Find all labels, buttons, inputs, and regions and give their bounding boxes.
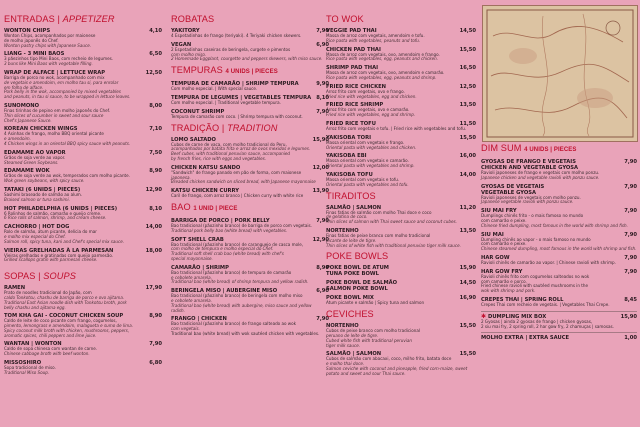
item-name-en: CHICKEN AND VEGETABLE GYOSA [481, 165, 579, 171]
column-appetizers-soups [4, 14, 162, 379]
menu-item [4, 248, 162, 264]
item-description: Massa de arroz com vegetais, ovo, amendoim e camarão. [326, 70, 445, 76]
item-name: CHICKEN KATSU SANDO [171, 164, 241, 171]
menu-item [326, 205, 476, 225]
menu-item [326, 295, 476, 306]
item-name: EDAMAME AO VAPOR [4, 149, 66, 156]
item-name-en: SALMON POKE BOWL [326, 286, 388, 293]
item-description: de gelatina de coco. [326, 214, 368, 220]
item-name: FRIED RICE TOFU [326, 120, 376, 127]
item-description: Arroz frito com vegetais e tofu. | Fried rice with vegetables and tofu. [326, 125, 467, 131]
column-dimsum [481, 143, 637, 344]
item-name: POKE BOWL DE ATUM [326, 265, 389, 272]
item-price: 13,90 [312, 188, 329, 195]
menu-item [326, 47, 476, 63]
item-description: Crepes Thai com recheio de vegetais. | Vegetables Thai Crepe. [481, 301, 610, 307]
item-description: Rice pasta with vegetables, egg, peanuts and shrimp. [326, 74, 437, 80]
item-price: 7,90 [624, 254, 637, 261]
item-description: Cubos de peixe branco com molho tradicional [326, 328, 420, 334]
item-name: VIEIRAS GRELHADAS À LA PARMESAN [4, 247, 114, 254]
item-description: Oriental pasta with vegetables and chicken. [326, 144, 417, 150]
item-description: Bao tradicional (pãozinho branco) de barriga de porco com vegetais. [171, 222, 312, 228]
item-price: 15,50 [459, 323, 476, 330]
section-title-tiraditos: TIRADITOS [326, 190, 376, 201]
item-description: Caldo de sopa chinesa com wantan de carne. [4, 346, 98, 352]
item-description: Finas fatias de salmão com molho Thai doce e coco [326, 209, 432, 215]
menu-item-extra-sauce: MOLHO EXTRA | EXTRA SAUCE 1,00 [481, 335, 637, 342]
item-price: 12,50 [459, 83, 476, 90]
menu-item [171, 165, 329, 185]
item-description: Japanese vegetable ravioli with ponzu sauce. [481, 199, 574, 205]
item-price: 8,10 [316, 94, 329, 101]
item-price: 12,50 [145, 69, 162, 76]
item-price: 8,90 [149, 313, 162, 320]
item-description: Caldo de leite de coco picante com frango, cogumelos, [4, 318, 117, 324]
menu-item [481, 159, 637, 181]
item-price: 12,90 [145, 186, 162, 193]
item-description: Com molho especial. | With special sauce. [171, 86, 258, 92]
item-description: com molho miso. [171, 51, 207, 57]
menu-item [4, 168, 162, 184]
item-description: e molho thai doce. [326, 361, 365, 367]
item-description: "Sandwich" de frango panado em pão de forma, com maionese [171, 169, 302, 175]
item-price: 13,50 [459, 102, 476, 109]
item-description: Arroz frito com vegetais, ovo e camarão. [326, 107, 410, 113]
item-description: Wok green soybeans, with spicy sauce. [4, 178, 85, 184]
item-description: Traditional pork belly bao (white bread) with vegetables. [171, 227, 288, 233]
item-price: 7,90 [316, 108, 329, 115]
section-title-sopas: SOPAS | SOUPS [4, 271, 76, 282]
item-description: acompanhados por batata frita e arroz de ovos mexidos e legumes. [171, 146, 311, 152]
item-description: Bao tradicional (pãozinho branco) de frango salteado ao wok [171, 321, 297, 327]
item-description: Finas tirinhas de pepino em molho japonês do Chef. [4, 107, 111, 113]
menu-item [326, 135, 476, 151]
item-description: aromatic spices, chili peppers and lime juice. [4, 332, 97, 338]
item-description: 4 Asinhas de frango, molho BBQ oriental picante [4, 131, 104, 137]
item-description: Oriental pasta with vegetables and tofu. [326, 181, 409, 187]
item-price: 14,00 [145, 224, 162, 231]
item-description: 3 pãezinhos tipo Mini Baos, com recheio de legumes. [4, 56, 114, 62]
item-description: Arroz frito com vegetais, ovo e frango. [326, 88, 405, 94]
item-description: japonesa. [171, 174, 191, 180]
menu-item [171, 42, 329, 62]
item-description: 4 Chicken wings in an oriental BBQ spicy sauce with peanuts. [4, 140, 131, 146]
menu-item-platter: ✱ DUMPLING MIX BOX 15,90 2 Gyosas | ainda 2 gyosas de frango | chicken gyosas, 2 siu mai fry, 2 spring roll, 2 har gow fry, 2 chamuças | samosas. [481, 312, 637, 329]
item-description: com molho de tempura e molho especial do Chef. [171, 246, 274, 252]
item-name: LOMO SALTADO [171, 136, 216, 143]
item-price: 15,50 [459, 351, 476, 358]
item-price: 7,90 [624, 231, 637, 238]
item-description: 2 Homemade Eggplant, courgette and peppers skewers, with miso sauce. [171, 56, 323, 62]
item-price: 15,90 [459, 265, 476, 272]
menu-item [481, 255, 637, 266]
menu-item [4, 150, 162, 166]
item-price: 9,90 [316, 81, 329, 88]
item-name: HAR GOW [481, 254, 510, 261]
item-description: Grilled scallops gratin with parmesan cheese. [4, 257, 98, 263]
menu-item [171, 188, 329, 199]
item-price: 8,45 [624, 296, 637, 303]
item-description: Caril de frango, com arroz branco | Chicken curry with white rice [171, 193, 304, 199]
menu-item [326, 172, 476, 188]
item-name: FRANGO | CHICKEN [171, 316, 227, 323]
section-title-tempuras: TEMPURAS 4 UNIDS | PIECES [171, 65, 278, 76]
item-name: VEGGIE PAD THAI [326, 28, 377, 34]
item-description: by french fries, rice with eggs and vegetables. [171, 155, 267, 161]
item-description: radish. [171, 307, 185, 313]
menu-item [4, 187, 162, 203]
item-description: potato and sweet and sour Thai sauce. [326, 370, 406, 376]
item-description: Salmon roll, spicy tuna, kani and Chef's special mix sauce. [4, 238, 125, 244]
item-description: 3 buns like Mini Baos with vegetable filling. [4, 61, 93, 67]
menu-item [326, 351, 476, 376]
item-price: 16,00 [459, 153, 476, 160]
item-description: and peanuts, in tau si sauce, to be wrapped in lettuce leaves. [4, 94, 131, 100]
item-name: SIU MAI FRY [481, 208, 517, 215]
item-description: Sopa tradicional de miso. [4, 365, 56, 371]
item-description: de vegetais e amendoim, em molho tau si, para enrolar [4, 79, 119, 85]
item-description: Traditional soft shell crab bao (white bread) with chef's [171, 251, 284, 257]
menu-item [4, 206, 162, 222]
item-price: 14,00 [459, 171, 476, 178]
item-name-en: TUNA POKE BOWL [326, 271, 379, 278]
item-name-en: VEGETABLE GYOSA [481, 189, 536, 196]
item-description: em folha de alface. [4, 84, 44, 90]
item-price: 15,90 [312, 136, 329, 143]
item-price: 18,00 [145, 247, 162, 254]
item-price: 13,50 [459, 227, 476, 234]
menu-item [481, 269, 637, 294]
item-price: 16,50 [459, 65, 476, 72]
menu-item [326, 84, 476, 100]
item-price: 7,90 [316, 28, 329, 34]
item-name: TOM KHA GAI - COCONUT CHICKEN SOUP [4, 313, 124, 320]
item-description: Massa oriental com vegetais e tofu. [326, 176, 400, 182]
menu-item [4, 28, 162, 48]
item-name: TATAKI (6 UNIDS | PIECES) [4, 186, 81, 193]
item-description: Wonton pastry chips with Japanese Sauce. [4, 42, 92, 48]
menu-item [171, 81, 329, 92]
item-name: SHRIMP PAD THAI [326, 65, 379, 72]
item-name: YAKISOBA TORI [326, 134, 372, 141]
item-description: Traditional bao (white bread) of shrimp tempura and yellow radish. [171, 279, 309, 285]
item-price: 6,50 [149, 51, 162, 58]
item-description: Braised salmon or tuna sashimi. [4, 196, 70, 202]
item-name: CHICKEN PAD THAI [326, 46, 381, 53]
item-description: e molho mix especial do Chef. [4, 233, 66, 239]
item-description: de molho japonês do Chef. [4, 37, 59, 43]
menu-item [171, 237, 329, 262]
item-description: Traditional Miso Soup. [4, 369, 50, 375]
item-name: SOFT SHELL CRAB [171, 236, 224, 243]
item-description: Com molho especial. | Traditional vegetable tempura. [171, 99, 281, 105]
item-name: SALMÃO | SALMON [326, 204, 382, 211]
section-title-towok: TO WOK [326, 14, 364, 24]
item-description: picante de leite de tigre. [326, 237, 377, 243]
item-description: com camarão e porco. [481, 278, 527, 284]
menu-item [171, 95, 329, 106]
star-icon: ✱ [481, 312, 487, 320]
item-price: 8,00 [149, 102, 162, 109]
item-name: FRIED RICE CHICKEN [326, 83, 386, 90]
item-description: pimento, lemongrass e amendoim, malagueta e sumo de lima. [4, 323, 134, 329]
item-description: wok with shrimp and pork. [481, 288, 536, 294]
item-price: 11,20 [459, 204, 476, 211]
item-name: BARRIGA DE PORCO | PORK BELLY [171, 217, 270, 224]
menu-item [481, 184, 637, 206]
item-name: EDAMAME WOK [4, 168, 50, 175]
item-description: Tempura de camarão com coco. | Shrimp tempura with coconut. [171, 113, 303, 119]
item-description: Chinese steamed dumpling, most famous in the world with shrimp and fish. [481, 246, 637, 252]
item-description: Ravioli japoneses de frango e vegetais com molho ponzu. [481, 170, 600, 175]
item-name: HAR GOW FRY [481, 268, 523, 275]
item-description: Finas fatias de peixe branco com molho tradicional [326, 232, 431, 238]
item-description: Chinese fried dumpling, most famous in the world with shrimp and fish. [481, 222, 628, 228]
item-name: KOREAN CHICKEN WINGS [4, 126, 78, 133]
menu-item [326, 228, 476, 248]
item-name: YAKISOBA EBI [326, 153, 367, 160]
item-description: Rice pasta with vegetables, egg, peanuts and chicken. [326, 56, 439, 62]
item-description: e cebolete amarela. [171, 297, 212, 303]
item-price: 7,90 [624, 183, 637, 190]
item-description: com vegetais. [171, 326, 200, 332]
item-price: 8,90 [149, 168, 162, 175]
item-description: e cebolete amarela. [171, 274, 212, 280]
item-description: Breaded chicken sandwich on sliced bread, with Japanese mayonnaise [171, 179, 316, 185]
menu-item [326, 102, 476, 118]
item-description: Cubed white fish with traditional peruvian [326, 337, 413, 343]
item-name: RAMEN [4, 285, 26, 292]
item-description: Beef cubes, with traditional peruvian sauce, accompanied [171, 151, 291, 157]
item-description: Atum picante e salmão | Spicy tuna and salmon [326, 300, 425, 306]
menu-item [4, 103, 162, 123]
item-name: GYOSAS DE VEGETAIS [481, 183, 545, 190]
menu-item [4, 341, 162, 357]
item-description: Massa oriental com vegetais e camarão. [326, 158, 409, 164]
column-robatas-bao [171, 14, 329, 340]
menu-item [171, 316, 329, 336]
item-description: 2 Espetadinhas caseiras de beringela, curgete e pimentos [171, 46, 291, 52]
item-name: CACHORRO | HOT DOG [4, 224, 70, 231]
item-description: peruano de leite de tigre. [326, 332, 379, 338]
item-description: Thin slices of salmon with Thai sweet sauce and coconut cubes. [326, 219, 457, 225]
item-price: 7,90 [624, 208, 637, 215]
menu-item [171, 109, 329, 120]
item-description: Fried chinese ravioli with sautéed mushrooms in the [481, 283, 589, 289]
item-name: FRIED RICE SHRIMP [326, 102, 384, 109]
item-price: 8,90 [316, 264, 329, 271]
section-title-ceviches: CEVICHES [326, 309, 374, 320]
item-description: Vieiras grelhadas e gratinadas com queijo parmesão. [4, 252, 114, 258]
item-name: SIU MAI [481, 231, 504, 238]
item-name: HOT PHILADELPHIA (6 UNIDS | PIECES) [4, 205, 118, 212]
item-price: 7,90 [316, 316, 329, 323]
item-price: 16,90 [459, 295, 476, 302]
menu-item [171, 218, 329, 234]
decorative-map-image [482, 5, 638, 142]
item-description: Prato de noodles tradicional do Japão, com [4, 290, 92, 296]
item-description: Cubos de salmão com abacaxi, coco, milho frito, batata doce [326, 356, 452, 362]
item-description: Thin slices of white fish with traditional peruvian tiger milk sauce. [326, 242, 461, 248]
section-title-bao: BAO 1 UNID | PIECE [171, 201, 238, 212]
menu-item [326, 280, 476, 292]
item-price: 7,90 [316, 217, 329, 224]
item-description: tiger milk sauce. [326, 342, 361, 348]
menu-item [4, 360, 162, 376]
menu-item [326, 121, 476, 132]
item-name: WRAP DE ALFACE | LETTUCE WRAP [4, 69, 106, 76]
menu-item [171, 28, 329, 39]
item-description: Traditional bao (white bread) with wok sautéed chicken with vegetables. [171, 330, 320, 336]
menu-item [4, 51, 162, 67]
item-name: COCONUT SHRIMP [171, 108, 225, 115]
column-wok-ceviches [326, 14, 476, 380]
item-price: 12,90 [312, 236, 329, 243]
item-description: Traditional bao (white bread) with aubergine, miso sauce and yellow [171, 302, 312, 308]
item-price: 15,50 [459, 46, 476, 53]
item-name: BERINGELA MISO | AUBERGINE MISO [171, 288, 278, 295]
item-description: Ravioli japoneses de vegetais com molho ponzu. [481, 194, 581, 200]
item-description: Wonton Chips, acompanhados por maionese [4, 33, 96, 38]
menu-item [4, 313, 162, 338]
item-description: Thin slices of cucumber in sweet and sour sauce [4, 112, 104, 118]
item-name: TEMPURA DE CAMARÃO | SHRIMP TEMPURA [171, 81, 299, 88]
item-description: Dumpling chinês ao vapor - o mais famoso no mundo [481, 236, 591, 242]
item-name: YAKISOBA TOFU [326, 171, 373, 178]
item-description: Ravioli chinês de camarão ao vapor. | Chinese ravioli with shrimp. [481, 259, 616, 265]
item-description: caldo Tonkotsu, chashu de barriga de porco e ovo ajitama. [4, 294, 125, 300]
menu-item [4, 224, 162, 244]
item-name: KATSU CHICKEN CURRY [171, 188, 240, 195]
item-name: NORTENHO [326, 227, 359, 234]
menu-item [4, 285, 162, 310]
item-name: CAMARÃO | SHRIMP [171, 264, 229, 271]
item-description: Spicy coconut milk broth with chicken, mushrooms, peppers, [4, 327, 130, 333]
item-description: Chinese cabbage broth with beef wonton. [4, 351, 90, 357]
item-description: 6 Rolinhos de salmão, camarão e queijo creme. [4, 210, 102, 216]
item-description: Fried rice with vegetables, egg and chicken. [326, 93, 417, 99]
item-description: 6 Rice rolls of salmon, shrimp, and cream cheese. [4, 215, 107, 221]
item-price: 7,90 [624, 268, 637, 275]
item-price: 12,00 [312, 164, 329, 171]
menu-item [481, 232, 637, 252]
item-description: Massa de arroz com vegetais, amendoim e tofu. [326, 33, 425, 38]
item-description: Massa de arroz com vegetais, ovo, amendoim e frango. [326, 51, 440, 57]
item-name: SALMÃO | SALMON [326, 351, 382, 358]
item-price: 6,90 [316, 288, 329, 295]
item-description: Traditional East Asian noodle dish with Tonkotsu broth, pork [4, 299, 127, 305]
item-price: 4,10 [149, 28, 162, 34]
item-name: VEGAN [171, 41, 192, 48]
item-description: Salmon ceviche with coconut and pineapple, fried corn-maize, sweet [326, 365, 468, 371]
item-description: Massa oriental com vegetais e frango. [326, 139, 405, 145]
section-title-tradicao: TRADIÇÃO | TRADITION [171, 122, 278, 133]
item-description: Rolo de salmão, atum picante, delícia do mar [4, 229, 97, 235]
menu-item [326, 153, 476, 169]
menu-item [171, 137, 329, 162]
section-title-robatas: ROBATAS [171, 14, 215, 24]
section-title-dimsum: DIM SUM 4 UNIDS | PIECES [481, 143, 577, 153]
item-price: 14,50 [459, 280, 476, 287]
menu-item [326, 65, 476, 81]
menu-item [481, 297, 637, 308]
item-description: 4 Espetadinhas de frango (teriyaki). 4 Teriyaki chicken skewers. [171, 33, 302, 38]
item-description: Rice pasta with vegetables, peanuts and tofu. [326, 37, 421, 43]
item-description: Dumplings chinês frito - o mais famoso no mundo [481, 213, 584, 219]
item-name: POKE BOWL MIX [326, 295, 374, 302]
item-description: Japanese chicken and vegetable ravioli with ponzu sauce. [481, 174, 600, 180]
item-name: CREPES THAI | SPRING ROLL [481, 296, 564, 303]
item-description: Grãos de soja verde ao vapor. [4, 154, 66, 160]
menu-item [326, 265, 476, 277]
item-description: Fried rice with vegetables, egg and shrimp. [326, 112, 416, 118]
section-title-entradas: ENTRADAS | APPETIZER [4, 14, 115, 24]
item-name: LIANG - 3 MINI BAOS [4, 51, 65, 58]
item-name: NORTENHO [326, 323, 359, 330]
item-description: Chef's Japanese Sauce. [4, 117, 52, 123]
menu-item [171, 288, 329, 313]
item-name: POKE BOWL DE SALMÃO [326, 280, 398, 287]
item-name: TEMPURA DE LEGUMES | VEGETABLES TEMPURA [171, 94, 312, 101]
item-name: WONTON CHIPS [4, 28, 51, 34]
item-price: 7,10 [149, 126, 162, 133]
item-description: com camarão e peixe. [481, 217, 527, 223]
item-price: 15,50 [459, 134, 476, 141]
item-description: Cubos de carne de vaca, com molho tradicional do Peru, [171, 141, 287, 147]
item-description: Bao tradicional (pãozinho branco) de beringela com molho miso [171, 293, 303, 299]
item-price: 6,90 [316, 41, 329, 48]
section-title-poke: POKE BOWLS [326, 251, 389, 262]
item-price: 14,50 [459, 28, 476, 34]
item-description: Bao tradicional (pãozinho branco) de tempura de camarão [171, 269, 292, 275]
item-price: 6,80 [149, 360, 162, 367]
item-description: Sashimi braseado de salmão ao alum. [4, 191, 83, 197]
menu-item [326, 323, 476, 348]
item-description: e amendoim. [4, 136, 31, 142]
menu-item [4, 126, 162, 146]
item-description: Grãos de soja verde ao wok, temperados com molho picante. [4, 173, 130, 179]
item-description: Steamed Green Soybeans. [4, 159, 59, 165]
item-price: 17,90 [145, 285, 162, 292]
item-description: Bao tradicional (pãozinho branco) de caranguejo de casca mole, [171, 241, 304, 247]
item-price: 8,10 [149, 205, 162, 212]
item-name: SUNOMONO [4, 102, 40, 109]
item-description: belly chashu and ajitama egg. [4, 304, 66, 310]
item-description: special mayonnaise. [171, 255, 213, 261]
item-description: com camarão e peixe. [481, 241, 527, 247]
item-price: 7,90 [624, 159, 637, 165]
item-description: Ravioli chinês frito com cogumelos salteados no wok [481, 273, 590, 279]
menu-item [171, 265, 329, 285]
menu-item [326, 28, 476, 44]
item-description: Oriental pasta with vegetables and shrimp. [326, 163, 415, 169]
item-name: WANTAN | WONTON [4, 341, 62, 348]
menu-item [4, 70, 162, 100]
item-name: GYOSAS DE FRANGO E VEGETAIS [481, 159, 576, 165]
item-name: YAKITORY [171, 28, 200, 34]
item-price: 11,50 [459, 120, 476, 127]
item-description: Pork belly in the wok, accompanied by mixed vegetables [4, 89, 121, 95]
item-name: MISSOSHIRO [4, 360, 42, 367]
menu-item [481, 208, 637, 228]
item-price: 7,50 [149, 149, 162, 156]
item-price: 7,90 [149, 341, 162, 348]
item-description: Barriga de porco no wok, acompanhado com mix [4, 74, 105, 80]
